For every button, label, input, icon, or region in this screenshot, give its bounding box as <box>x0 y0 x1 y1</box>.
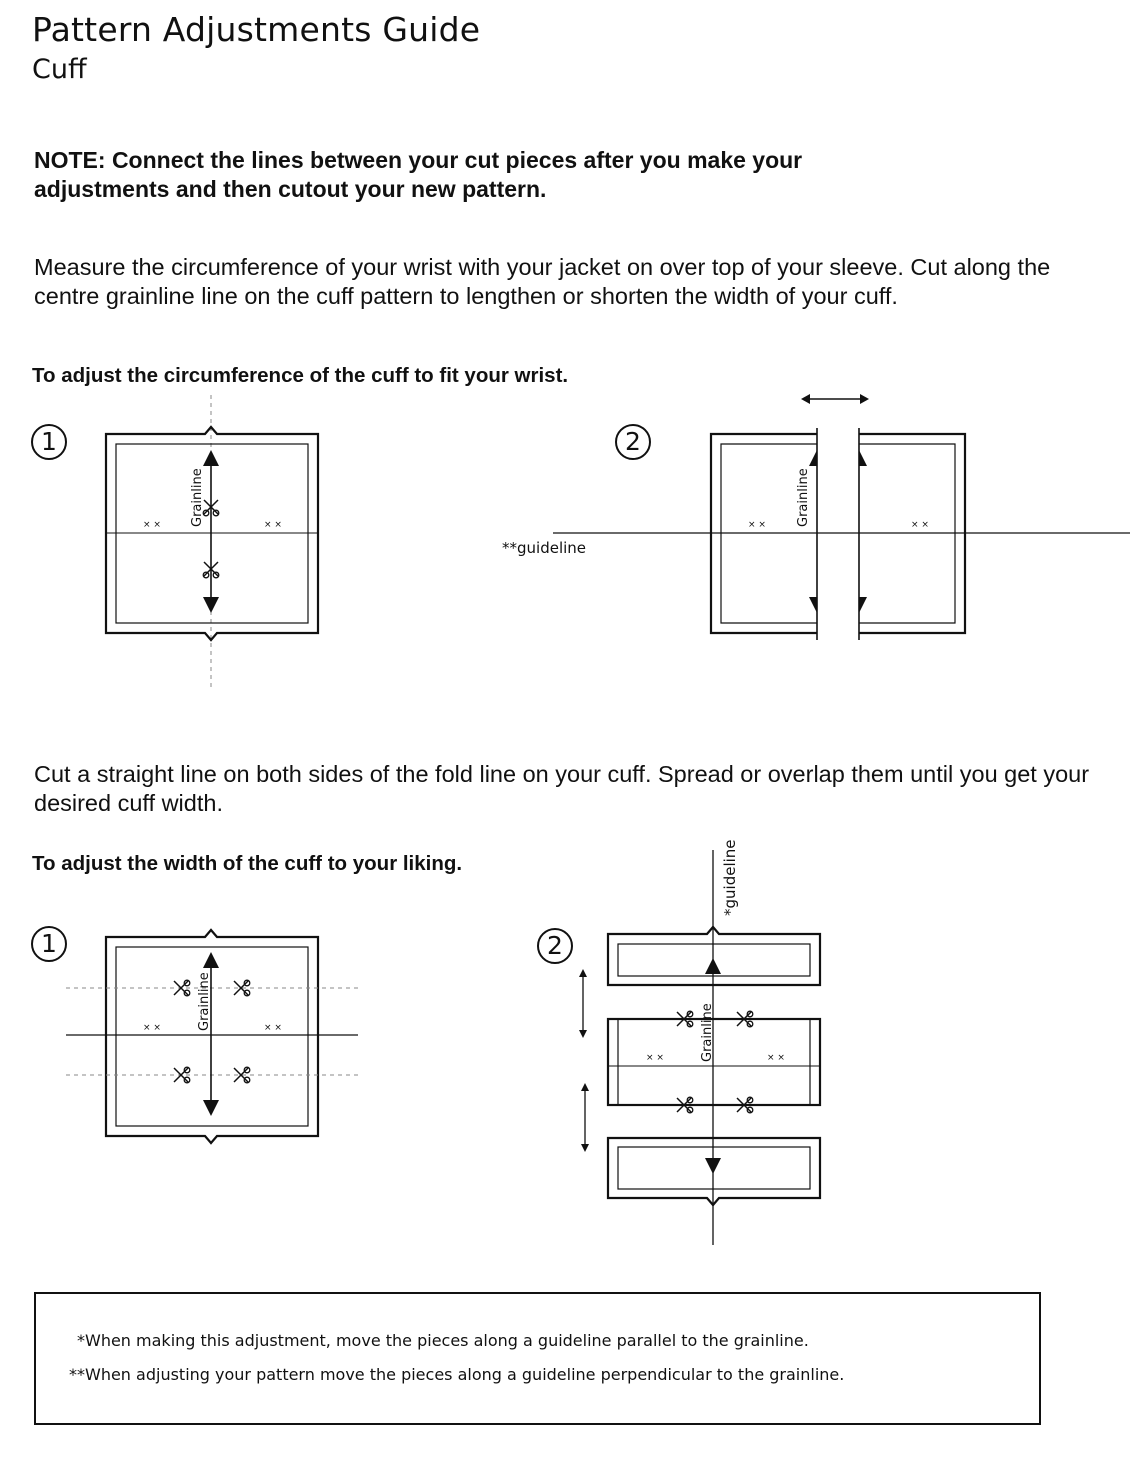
footnote-single-asterisk: *When making this adjustment, move the pieces along a guideline parallel to the grainline. <box>77 1331 809 1350</box>
step-number-circle: 1 <box>31 926 67 962</box>
circumference-step2-diagram <box>502 394 1130 640</box>
arrow-icon <box>581 1083 589 1091</box>
grainline-label: Grainline <box>796 468 811 527</box>
arrow-icon <box>203 952 219 968</box>
width-step1-diagram <box>66 930 358 1143</box>
step-number-circle: 2 <box>537 928 573 964</box>
arrow-icon <box>859 597 867 613</box>
notch-mark: × × <box>646 1053 664 1063</box>
notch-mark: × × <box>911 520 929 530</box>
footnote-double-asterisk: **When adjusting your pattern move the pieces along a guideline perpendicular to the grainline. <box>69 1365 845 1384</box>
arrow-icon <box>579 1030 587 1038</box>
notch-mark: × × <box>767 1053 785 1063</box>
arrow-icon <box>801 394 810 404</box>
width-instructions: Cut a straight line on both sides of the fold line on your cuff. Spread or overlap them until you get your desired cuff width. <box>34 761 1090 816</box>
arrow-icon <box>203 1100 219 1116</box>
note-text: NOTE: Connect the lines between your cut pieces after you make your adjustments and then cutout your new pattern. <box>34 147 803 202</box>
circumference-heading: To adjust the circumference of the cuff to fit your wrist. <box>32 364 569 387</box>
arrow-icon <box>203 450 219 466</box>
footnote-box <box>34 1292 1041 1425</box>
page-subtitle: Cuff <box>32 54 87 85</box>
step-number-circle: 1 <box>31 424 67 460</box>
width-step2-diagram <box>579 839 820 1245</box>
arrow-icon <box>705 1158 721 1174</box>
arrow-icon <box>859 450 867 466</box>
step-number-circle: 2 <box>615 424 651 460</box>
arrow-icon <box>809 450 817 466</box>
grainline-label: Grainline <box>197 972 212 1031</box>
arrow-icon <box>581 1144 589 1152</box>
grainline-label: Grainline <box>700 1003 715 1062</box>
circumference-instructions: Measure the circumference of your wrist with your jacket on over top of your sleeve. Cut along the centre grainline line on the cuff pattern to lengthen or shorten the width of your cuff. <box>34 254 1051 309</box>
arrow-icon <box>860 394 869 404</box>
arrow-icon <box>705 958 721 974</box>
notch-mark: × × <box>143 520 161 530</box>
guideline-label: *guideline <box>721 839 739 916</box>
notch-mark: × × <box>264 520 282 530</box>
arrow-icon <box>579 969 587 977</box>
arrow-icon <box>203 597 219 613</box>
page-title: Pattern Adjustments Guide <box>32 10 481 49</box>
arrow-icon <box>809 597 817 613</box>
grainline-label: Grainline <box>190 468 205 527</box>
notch-mark: × × <box>748 520 766 530</box>
notch-mark: × × <box>143 1023 161 1033</box>
circumference-step1-diagram <box>106 395 318 688</box>
width-heading: To adjust the width of the cuff to your liking. <box>32 852 463 875</box>
guideline-label: **guideline <box>502 539 587 557</box>
notch-mark: × × <box>264 1023 282 1033</box>
